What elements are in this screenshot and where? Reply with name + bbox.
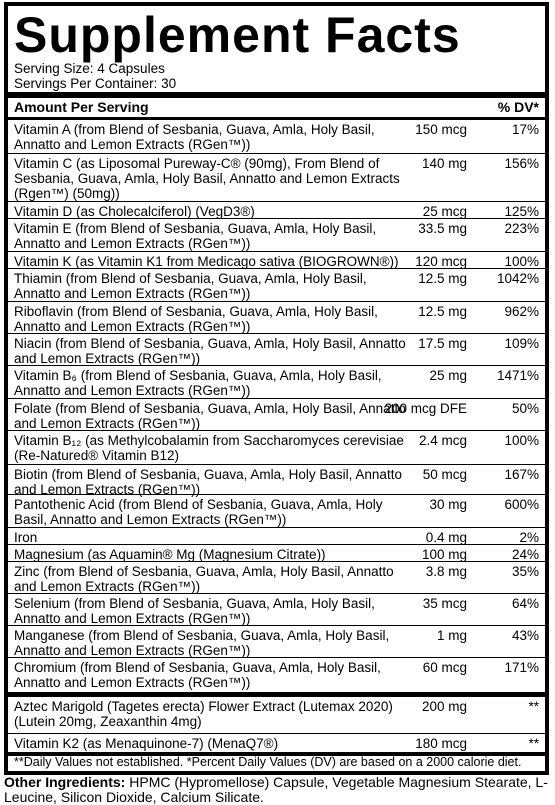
- nutrient-dv: 223%: [504, 221, 539, 236]
- nutrient-row: [8, 495, 545, 528]
- nutrient-row: [8, 734, 545, 751]
- nutrient-dv: 35%: [511, 564, 539, 579]
- nutrient-name: Manganese (from Blend of Sesbania, Guava, Amla, Holy Basil, Annatto and Lemon Extracts (RGen™)): [14, 628, 390, 658]
- nutrient-amount: 25 mcg: [422, 204, 467, 219]
- nutrient-dv: 50%: [511, 401, 539, 416]
- nutrient-row: [8, 626, 545, 658]
- nutrient-name: Vitamin D (as Cholecalciferol) (VegD3®): [14, 204, 255, 219]
- nutrient-amount: 2.4 mcg: [418, 433, 467, 448]
- nutrient-dv: 156%: [504, 156, 539, 171]
- header-divider: [8, 92, 545, 98]
- nutrient-dv: 171%: [504, 660, 539, 675]
- nutrient-amount: 60 mcg: [422, 660, 467, 675]
- nutrient-name: Magnesium (as Aquamin® Mg (Magnesium Citrate)): [14, 547, 326, 562]
- nutrient-row: [8, 562, 545, 594]
- nutrient-amount: 120 mcg: [415, 254, 467, 269]
- nutrient-name: Selenium (from Blend of Sesbania, Guava, Amla, Holy Basil, Annatto and Lemon Extracts (RGen™)): [14, 596, 375, 626]
- nutrient-name: Chromium (from Blend of Sesbania, Guava, Amla, Holy Basil, Annatto and Lemon Extracts (RGen™)): [14, 660, 381, 690]
- nutrient-amount: 30 mg: [429, 497, 467, 512]
- nutrient-amount: 33.5 mg: [418, 221, 467, 236]
- nutrient-name: Vitamin E (from Blend of Sesbania, Guava, Amla, Holy Basil, Annatto and Lemon Extracts (RGen™)): [14, 221, 377, 251]
- nutrient-row: [8, 252, 545, 269]
- nutrient-amount: 35 mcg: [422, 596, 467, 611]
- nutrient-amount: 150 mcg: [415, 122, 467, 137]
- nutrient-name: Vitamin K2 (as Menaquinone-7) (MenaQ7®): [14, 736, 279, 751]
- amount-per-serving-header: Amount Per Serving: [14, 99, 149, 115]
- nutrient-dv: 17%: [511, 122, 539, 137]
- nutrient-dv: 125%: [504, 204, 539, 219]
- daily-value-footnote: **Daily Values not established. *Percent Daily Values (DV) are based on a 2000 calorie diet.: [14, 755, 522, 769]
- nutrient-amount: 25 mg: [429, 368, 467, 383]
- supplement-facts-panel: [4, 2, 549, 775]
- nutrient-dv: **: [528, 699, 539, 714]
- nutrient-name: Thiamin (from Blend of Sesbania, Guava, Amla, Holy Basil, Annatto and Lemon Extracts (RGen™)): [14, 271, 367, 301]
- nutrient-dv: 109%: [504, 336, 539, 351]
- other-ingredients: [4, 775, 552, 805]
- nutrient-amount: 50 mcg: [422, 467, 467, 482]
- nutrient-dv: 600%: [504, 497, 539, 512]
- nutrient-dv: 1042%: [496, 271, 539, 286]
- nutrient-name: Zinc (from Blend of Sesbania, Guava, Amla, Holy Basil, Annatto and Lemon Extracts (RGen™)): [14, 564, 394, 594]
- nutrient-row: [8, 399, 545, 431]
- nutrient-name: Aztec Marigold (Tagetes erecta) Flower Extract (Lutemax 2020) (Lutein 20mg, Zeaxanthin 4mg): [14, 699, 393, 729]
- nutrient-name: Vitamin B₁₂ (as Methylcobalamin from Saccharomyces cerevisiae (Re-Natured® Vitamin B12): [14, 433, 404, 463]
- nutrient-amount: 200 mcg DFE: [384, 401, 467, 416]
- nutrient-row: [8, 545, 545, 562]
- nutrient-dv: **: [528, 736, 539, 751]
- servings-per-container: Servings Per Container: 30: [14, 76, 177, 91]
- nutrient-name: Vitamin C (as Liposomal Pureway-C® (90mg), From Blend of Sesbania, Guava, Amla, Holy Basil, Annatto and Lemon Extracts (Rgen™) (50mg)): [14, 156, 400, 201]
- nutrient-row: [8, 202, 545, 219]
- nutrient-name: Vitamin K (as Vitamin K1 from Medicago sativa (BIOGROWN®)): [14, 254, 399, 269]
- other-ingredients-label: Other Ingredients:: [4, 774, 126, 790]
- serving-size: Serving Size: 4 Capsules: [14, 61, 165, 76]
- nutrient-name: Riboflavin (from Blend of Sesbania, Guava, Amla, Holy Basil, Annatto and Lemon Extracts (RGen™)): [14, 304, 378, 334]
- nutrient-amount: 12.5 mg: [418, 271, 467, 286]
- nutrient-amount: 17.5 mg: [418, 336, 467, 351]
- nutrient-row: [8, 219, 545, 252]
- nutrient-dv: 2%: [519, 530, 539, 545]
- nutrient-row: [8, 334, 545, 366]
- nutrient-dv: 100%: [504, 433, 539, 448]
- nutrient-row: [8, 528, 545, 545]
- nutrient-row: [8, 120, 545, 154]
- nutrient-row: [8, 154, 545, 202]
- nutrient-amount: 12.5 mg: [418, 304, 467, 319]
- nutrient-row: [8, 431, 545, 465]
- nutrient-amount: 200 mg: [421, 699, 467, 714]
- other-ingredients-text: HPMC (Hypromellose) Capsule, Vegetable Magnesium Stearate, L-Leucine, Silicon Dioxide, Calcium Silicate.: [4, 774, 548, 805]
- nutrient-dv: 64%: [511, 596, 539, 611]
- nutrient-name: Iron: [14, 530, 38, 545]
- nutrient-amount: 180 mcg: [415, 736, 467, 751]
- nutrient-row: [8, 594, 545, 626]
- nutrient-name: Biotin (from Blend of Sesbania, Guava, Amla, Holy Basil, Annatto and Lemon Extracts (RGen™)): [14, 467, 402, 497]
- nutrient-row: [8, 366, 545, 399]
- nutrient-dv: 962%: [504, 304, 539, 319]
- nutrient-name: Vitamin A (from Blend of Sesbania, Guava, Amla, Holy Basil, Annatto and Lemon Extracts (RGen™)): [14, 122, 375, 152]
- nutrient-amount: 3.8 mg: [425, 564, 467, 579]
- nutrient-row: [8, 658, 545, 692]
- table-end-divider: [8, 692, 545, 697]
- nutrient-amount: 100 mg: [421, 547, 467, 562]
- nutrient-row: [8, 302, 545, 334]
- nutrient-amount: 140 mg: [421, 156, 467, 171]
- nutrient-dv: 167%: [504, 467, 539, 482]
- nutrient-dv: 100%: [504, 254, 539, 269]
- panel-title: Supplement Facts: [14, 7, 461, 63]
- nutrient-dv: 24%: [511, 547, 539, 562]
- nutrient-row: [8, 465, 545, 495]
- nutrient-amount: 1 mg: [436, 628, 467, 643]
- nutrient-dv: 43%: [511, 628, 539, 643]
- nutrient-row: [8, 697, 545, 734]
- nutrient-name: Pantothenic Acid (from Blend of Sesbania, Guava, Amla, Holy Basil, Annatto and Lemon Extracts (RGen™)): [14, 497, 383, 527]
- nutrient-name: Niacin (from Blend of Sesbania, Guava, Amla, Holy Basil, Annatto and Lemon Extracts (RGen™)): [14, 336, 406, 366]
- nutrient-name: Folate (from Blend of Sesbania, Guava, Amla, Holy Basil, Annatto and Lemon Extracts (RGen™)): [14, 401, 406, 431]
- dv-header: % DV*: [497, 99, 539, 115]
- nutrient-amount: 0.4 mg: [425, 530, 467, 545]
- nutrient-name: Vitamin B₆ (from Blend of Sesbania, Guava, Amla, Holy Basil, Annatto and Lemon Extracts (RGen™)): [14, 368, 382, 398]
- nutrient-dv: 1471%: [496, 368, 539, 383]
- nutrient-row: [8, 269, 545, 302]
